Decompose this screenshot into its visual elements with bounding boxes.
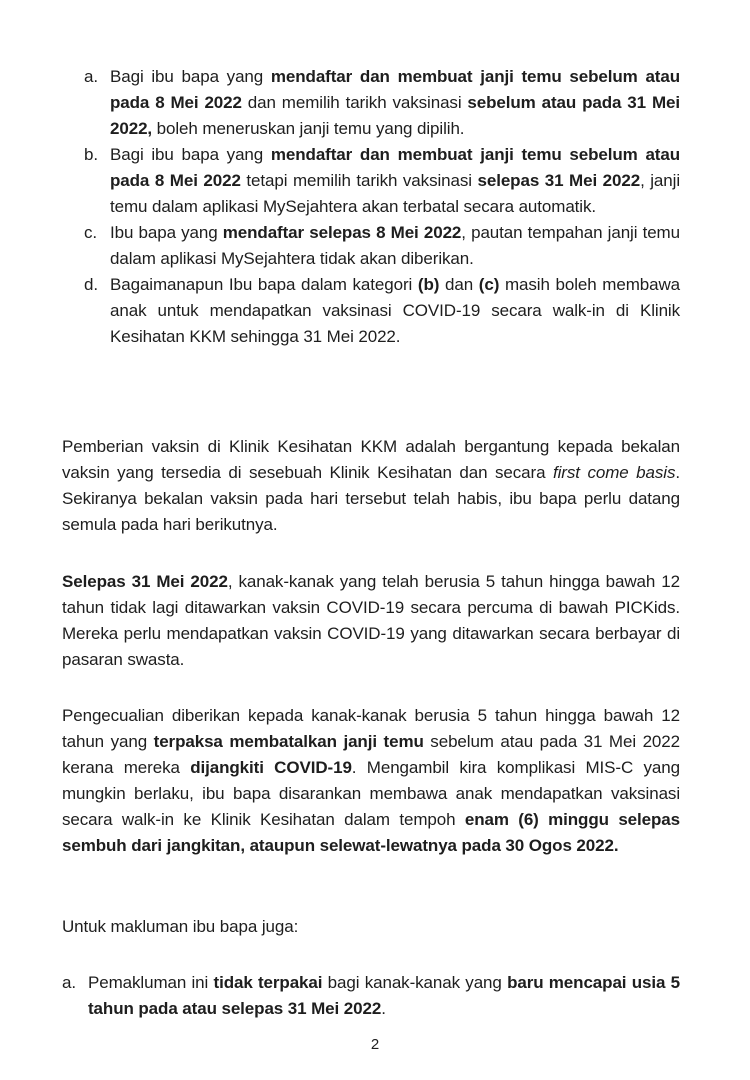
page-number: 2 bbox=[370, 1036, 380, 1053]
text-run: , pautan tempahan janji temu dalam aplikasi MySejahtera tidak akan diberikan. bbox=[110, 223, 680, 268]
bold-text: mendaftar selepas 8 Mei 2022 bbox=[222, 223, 462, 242]
bold-text: terpaksa membatalkan janji temu bbox=[153, 732, 424, 751]
bold-text: tidak terpakai bbox=[213, 973, 323, 992]
bold-text: selepas 31 Mei 2022 bbox=[477, 171, 641, 190]
text-run: boleh meneruskan janji temu yang dipilih. bbox=[152, 119, 465, 138]
list-item-text bbox=[110, 275, 680, 346]
text-run: Ibu bapa yang bbox=[110, 223, 223, 242]
info-list bbox=[62, 970, 680, 1022]
text-run: bagi kanak-kanak yang bbox=[322, 973, 508, 992]
text-run: . bbox=[381, 999, 386, 1018]
text-run: Pemakluman ini bbox=[88, 973, 214, 992]
text-run: , janji temu dalam aplikasi MySejahtera akan terbatal secara automatik. bbox=[110, 171, 680, 216]
bold-text: enam (6) minggu selepas sembuh dari jangkitan, ataupun selewat-lewatnya pada 30 Ogos 2022. bbox=[62, 810, 680, 855]
list-marker: a. bbox=[62, 973, 76, 992]
list-item-c bbox=[84, 220, 680, 272]
text-run: sebelum atau pada 31 Mei 2022 kerana mereka bbox=[62, 732, 680, 777]
bold-text: mendaftar dan membuat janji temu sebelum atau pada 8 Mei 2022 bbox=[110, 145, 680, 190]
info-list-item-a bbox=[62, 970, 680, 1022]
bold-text: dijangkiti COVID-19 bbox=[190, 758, 352, 777]
list-item-a bbox=[84, 64, 680, 142]
list-item-text bbox=[110, 67, 680, 138]
paragraph-vaccine-supply bbox=[62, 434, 680, 538]
list-marker: a. bbox=[84, 67, 98, 86]
list-item-text bbox=[110, 223, 680, 268]
bold-text: sebelum atau pada 31 Mei 2022, bbox=[110, 93, 680, 138]
bold-text: (c) bbox=[478, 275, 500, 294]
eligibility-list bbox=[84, 64, 680, 350]
text-run: dan memilih tarikh vaksinasi bbox=[241, 93, 468, 112]
text-run: Pemberian vaksin di Klinik Kesihatan KKM adalah bergantung kepada bekalan vaksin yang tersedia di sesebuah Klinik Kesihatan dan secara bbox=[62, 437, 680, 482]
text-run: dan bbox=[439, 275, 479, 294]
bold-text: baru mencapai usia 5 tahun pada atau selepas 31 Mei 2022 bbox=[88, 973, 680, 1018]
list-item-d bbox=[84, 272, 680, 350]
text-run: masih boleh membawa anak untuk mendapatkan vaksinasi COVID-19 secara walk-in di Klinik Kesihatan KKM sehingga 31 Mei 2022. bbox=[110, 275, 681, 346]
list-marker: b. bbox=[84, 145, 98, 164]
text-run: Bagaimanapun Ibu bapa dalam kategori bbox=[110, 275, 418, 294]
text-run: Bagi ibu bapa yang bbox=[110, 67, 271, 86]
bold-text: (b) bbox=[417, 275, 440, 294]
text-run: Bagi ibu bapa yang bbox=[110, 145, 271, 164]
paragraph-after-deadline bbox=[62, 569, 680, 673]
text-run: tetapi memilih tarikh vaksinasi bbox=[240, 171, 478, 190]
paragraph-exception bbox=[62, 703, 680, 859]
list-marker: d. bbox=[84, 275, 98, 294]
list-item-text bbox=[88, 973, 680, 1018]
bold-text: mendaftar dan membuat janji temu sebelum atau pada 8 Mei 2022 bbox=[110, 67, 680, 112]
bold-text: Selepas 31 Mei 2022 bbox=[62, 572, 228, 591]
paragraph-info-intro bbox=[62, 914, 680, 940]
list-item-b bbox=[84, 142, 680, 220]
text-run: Untuk makluman ibu bapa juga: bbox=[62, 917, 299, 936]
list-marker: c. bbox=[84, 223, 98, 242]
list-item-text bbox=[110, 145, 680, 216]
italic-text: first come basis bbox=[553, 463, 676, 482]
text-run: Pengecualian diberikan kepada kanak-kanak berusia 5 tahun hingga bawah 12 tahun yang bbox=[62, 706, 680, 751]
text-run: , kanak-kanak yang telah berusia 5 tahun hingga bawah 12 tahun tidak lagi ditawarkan vaksin COVID-19 secara percuma di bawah PICKids. Mereka perlu mendapatkan vaksin COVID-19 yang ditawarkan secara berbayar di pasaran swasta. bbox=[62, 572, 680, 669]
text-run: . Sekiranya bekalan vaksin pada hari tersebut telah habis, ibu bapa perlu datang semula pada hari berikutnya. bbox=[62, 463, 680, 534]
text-run: . Mengambil kira komplikasi MIS-C yang mungkin berlaku, ibu bapa disarankan membawa anak mendapatkan vaksinasi secara walk-in ke Klinik Kesihatan dalam tempoh bbox=[62, 758, 680, 829]
